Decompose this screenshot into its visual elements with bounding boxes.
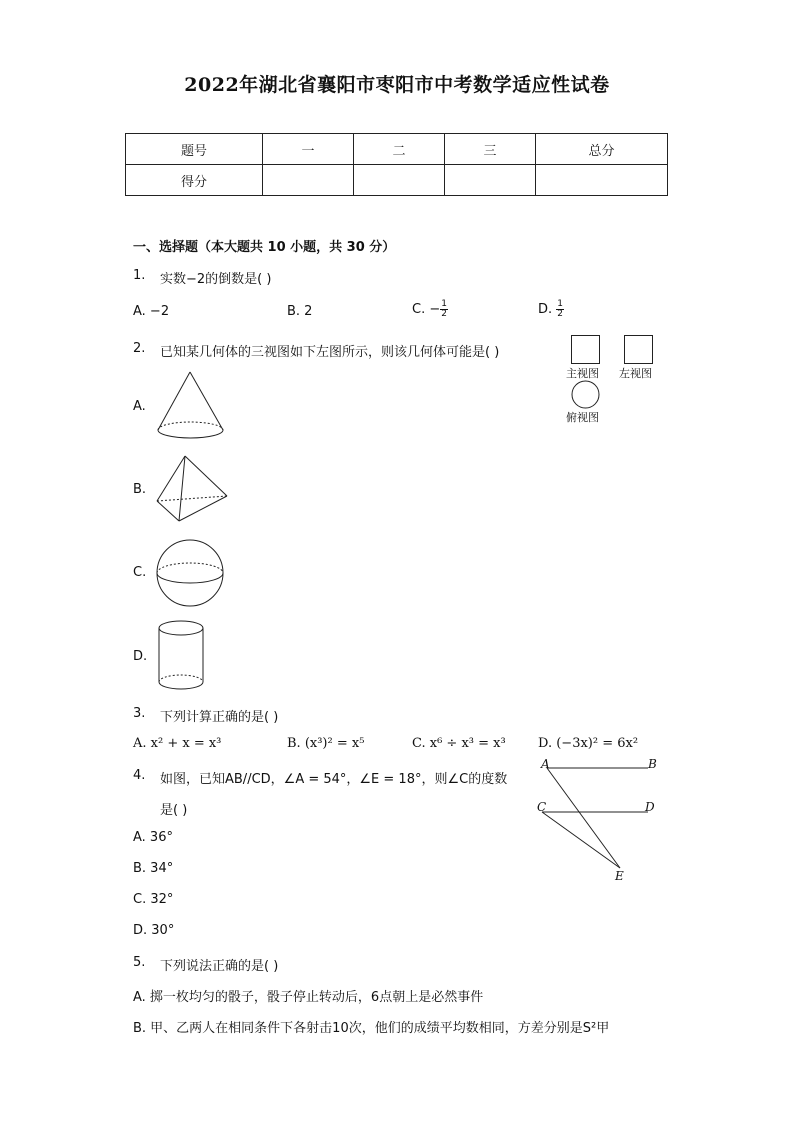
option-b: B. 甲、乙两人在相同条件下各射击10次，他们的成绩平均数相同，方差分别是S²甲 bbox=[133, 1021, 610, 1036]
option-c: C. 32° bbox=[133, 892, 174, 907]
left-view-label: 左视图 bbox=[619, 367, 652, 380]
option-c: C. x⁶ ÷ x³ = x³ bbox=[412, 736, 506, 751]
point-e-label: E bbox=[615, 869, 624, 883]
question-text: 下列计算正确的是( ) bbox=[160, 710, 279, 725]
option-d-label: D. bbox=[538, 302, 557, 317]
option-d bbox=[538, 300, 564, 319]
front-view-square-icon bbox=[571, 335, 601, 365]
question-text-continued: 是( ) bbox=[160, 803, 188, 818]
option-b: B. bbox=[133, 482, 147, 497]
option-d: D. (−3x)² = 6x² bbox=[538, 736, 639, 751]
point-a-label: A bbox=[541, 757, 550, 771]
option-a: A. x² + x = x³ bbox=[133, 736, 222, 751]
cylinder-icon bbox=[158, 620, 206, 692]
score-table-header-row bbox=[126, 134, 668, 165]
fraction-numerator: 1 bbox=[441, 299, 447, 309]
fraction bbox=[556, 300, 564, 319]
fraction bbox=[440, 300, 448, 319]
line-ce bbox=[542, 812, 620, 868]
score-header-cell: 题号 bbox=[126, 134, 263, 165]
score-header-cell: 二 bbox=[354, 134, 445, 165]
option-c-label: C. − bbox=[412, 302, 441, 317]
option-a: A. bbox=[133, 399, 146, 414]
fraction-numerator: 1 bbox=[557, 299, 564, 309]
question-text: 如图，已知AB//CD，∠A = 54°，∠E = 18°，则∠C的度数 bbox=[160, 772, 508, 787]
score-table bbox=[125, 133, 668, 196]
score-cell[interactable] bbox=[536, 165, 668, 196]
score-row-label: 得分 bbox=[126, 165, 263, 196]
top-view-label: 俯视图 bbox=[566, 411, 599, 424]
option-b: B. 2 bbox=[287, 304, 313, 319]
score-cell[interactable] bbox=[354, 165, 445, 196]
cone-icon bbox=[155, 370, 227, 442]
score-header-cell: 三 bbox=[445, 134, 536, 165]
section-heading: 一、选择题（本大题共 10 小题，共 30 分） bbox=[133, 240, 396, 255]
question-text: 下列说法正确的是( ) bbox=[160, 959, 279, 974]
question-number: 2. bbox=[133, 341, 146, 356]
pyramid-icon bbox=[155, 455, 230, 523]
option-d: D. bbox=[133, 649, 148, 664]
option-c: C. bbox=[133, 565, 147, 580]
point-b-label: B bbox=[648, 757, 657, 771]
option-b: B. (x³)² = x⁵ bbox=[287, 736, 365, 751]
option-b: B. 34° bbox=[133, 861, 174, 876]
point-c-label: C bbox=[537, 800, 547, 814]
question-number: 4. bbox=[133, 768, 146, 783]
question-text: 已知某几何体的三视图如下左图所示，则该几何体可能是( ) bbox=[160, 345, 500, 360]
top-view-circle-icon bbox=[571, 380, 601, 410]
option-d: D. 30° bbox=[133, 923, 175, 938]
page-title: 2022年湖北省襄阳市枣阳市中考数学适应性试卷 bbox=[184, 74, 610, 96]
parallel-lines-diagram bbox=[530, 755, 665, 890]
score-header-cell: 一 bbox=[263, 134, 354, 165]
left-view-square-icon bbox=[624, 335, 654, 365]
option-a: A. 36° bbox=[133, 830, 173, 845]
front-view-label: 主视图 bbox=[566, 367, 599, 380]
question-text: 实数−2的倒数是( ) bbox=[160, 272, 272, 287]
question-number: 5. bbox=[133, 955, 146, 970]
option-a: A. −2 bbox=[133, 304, 170, 319]
score-table-score-row bbox=[126, 165, 668, 196]
fraction-denominator: 2 bbox=[441, 309, 447, 319]
question-number: 3. bbox=[133, 706, 146, 721]
sphere-icon bbox=[155, 540, 227, 608]
point-d-label: D bbox=[645, 800, 655, 814]
option-a: A. 掷一枚均匀的骰子，骰子停止转动后，6点朝上是必然事件 bbox=[133, 990, 484, 1005]
question-number: 1. bbox=[133, 268, 146, 283]
score-header-cell: 总分 bbox=[536, 134, 668, 165]
option-c bbox=[412, 300, 448, 319]
fraction-denominator: 2 bbox=[557, 309, 564, 319]
line-ae bbox=[547, 768, 620, 868]
score-cell[interactable] bbox=[263, 165, 354, 196]
score-cell[interactable] bbox=[445, 165, 536, 196]
